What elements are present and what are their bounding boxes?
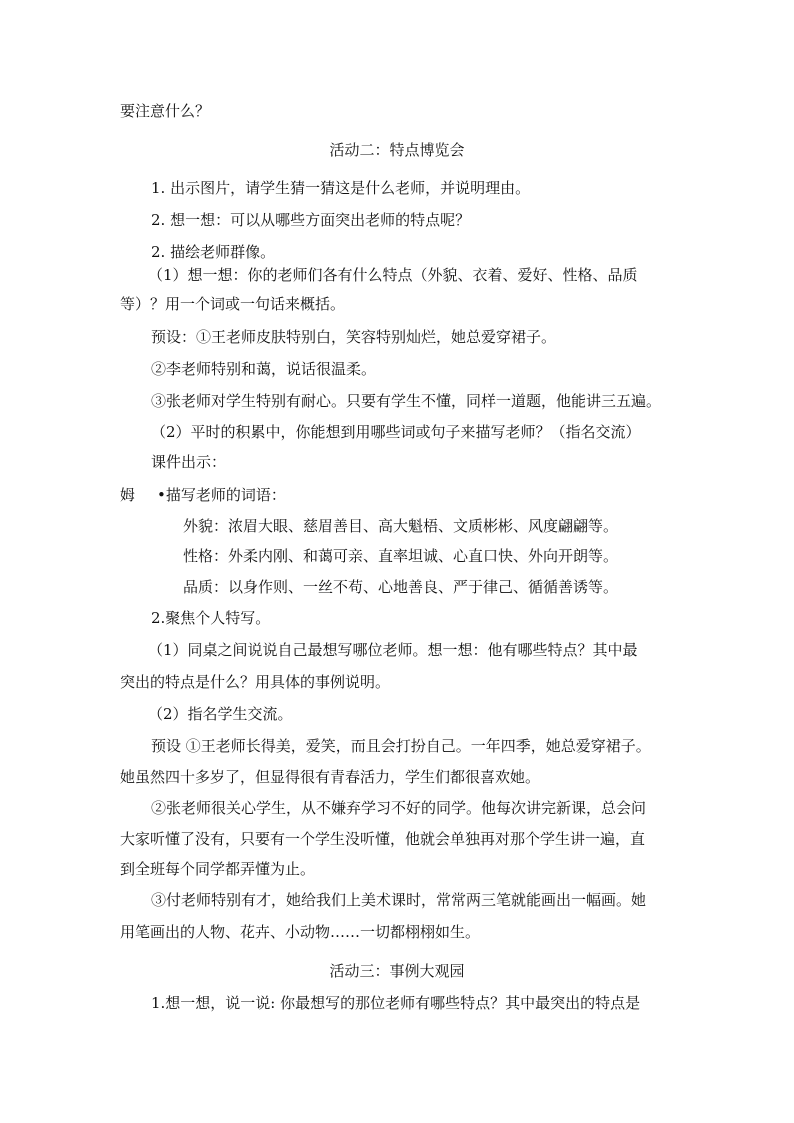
text-line: ③张老师对学生特别有耐心。只要有学生不懂，同样一道题，他能讲三五遍。 <box>151 392 662 410</box>
text-line: 到全班每个同学都弄懂为止。 <box>120 860 316 878</box>
section-heading-activity2: 活动二：特点博览会 <box>329 141 465 159</box>
text-line: 用笔画出的人物、花卉、小动物……一切都栩栩如生。 <box>120 923 481 941</box>
text-line: 2.聚焦个人特写。 <box>151 609 271 627</box>
text-line: 2. 描绘老师群像。 <box>151 243 276 261</box>
text-line: ②张老师很关心学生，从不嫌弃学习不好的同学。他每次讲完新课，总会问 <box>151 799 647 817</box>
text-line: （2）平时的积累中，你能想到用哪些词或句子来描写老师？（指名交流） <box>151 423 641 441</box>
text-line: 课件出示： <box>151 453 227 471</box>
section-heading-activity3: 活动三：事例大观园 <box>329 962 465 980</box>
word-list-personality: 性格：外柔内刚、和蔼可亲、直率坦诚、心直口快、外向开朗等。 <box>183 547 619 565</box>
bullet-heading: •描写老师的词语： <box>157 486 286 504</box>
text-line: （1）想一想：你的老师们各有什么特点（外貌、衣着、爱好、性格、品质 <box>148 266 638 284</box>
text-line: 等）？用一个词或一句话来概括。 <box>120 295 346 313</box>
text-line: 2. 想一想：可以从哪些方面突出老师的特点呢？ <box>151 211 471 229</box>
text-line: 要注意什么？ <box>120 102 211 120</box>
text-line: 预设：①王老师皮肤特别白，笑容特别灿烂，她总爱穿裙子。 <box>151 328 557 346</box>
text-line: （2）指名学生交流。 <box>148 705 293 723</box>
word-list-appearance: 外貌：浓眉大眼、慈眉善目、高大魁梧、文质彬彬、风度翩翩等。 <box>183 517 619 535</box>
margin-character: 姆 <box>120 486 136 504</box>
text-line: 1.想一想，说一说: 你最想写的那位老师有哪些特点？其中最突出的特点是 <box>151 994 641 1012</box>
text-line: 突出的特点是什么？用具体的事例说明。 <box>120 673 391 691</box>
text-line: 大家听懂了没有，只要有一个学生没听懂，他就会单独再对那个学生讲一遍，直 <box>120 830 646 848</box>
text-line: ③付老师特别有才，她给我们上美术课时，常常两三笔就能画出一幅画。她 <box>151 891 647 909</box>
text-line: 她虽然四十多岁了，但显得很有青春活力，学生们都很喜欢她。 <box>120 768 541 786</box>
text-line: 1. 出示图片，请学生猜一猜这是什么老师，并说明理由。 <box>151 179 531 197</box>
text-line: 预设 ①王老师长得美，爱笑，而且会打扮自己。一年四季，她总爱穿裙子。 <box>151 737 651 755</box>
text-line: ②李老师特别和蔼，说话很温柔。 <box>151 360 377 378</box>
text-line: （1）同桌之间说说自己最想写哪位老师。想一想：他有哪些特点？其中最 <box>148 641 638 659</box>
word-list-quality: 品质：以身作则、一丝不苟、心地善良、严于律己、循循善诱等。 <box>183 578 619 596</box>
